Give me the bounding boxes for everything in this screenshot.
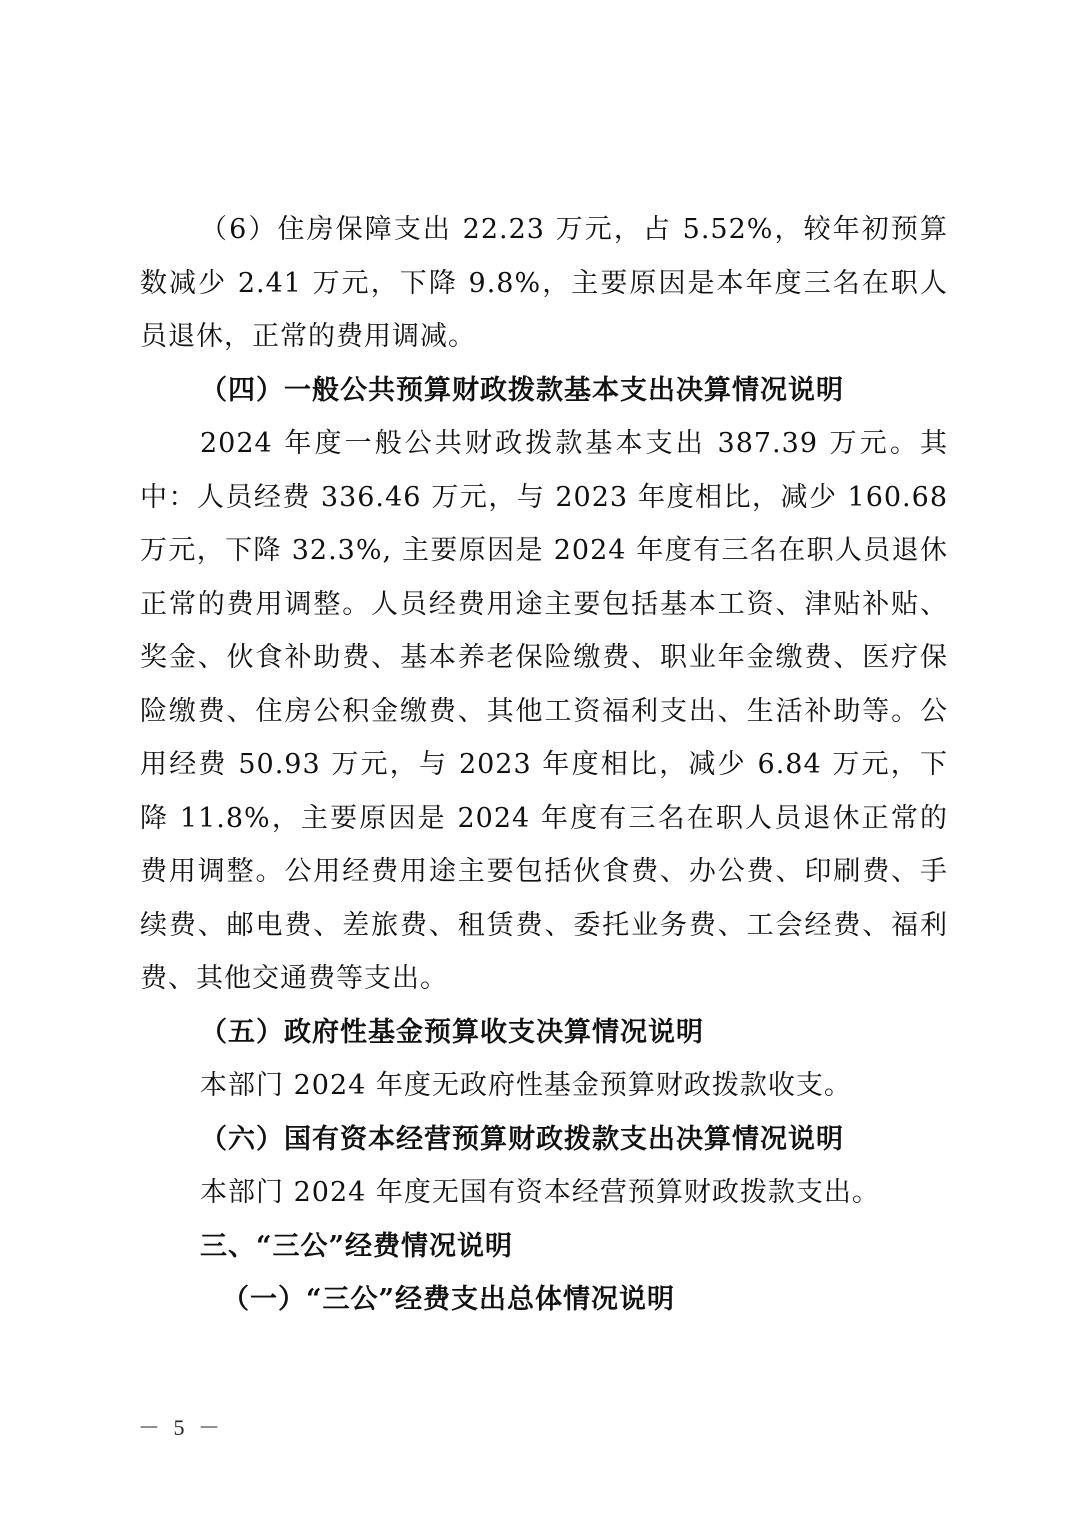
paragraph-housing-expenditure: （6）住房保障支出 22.23 万元，占 5.52%，较年初预算数减少 2.41 万元，下降 9.8%，主要原因是本年度三名在职人员退休，正常的费用调减。 [140,214,948,352]
paragraph-basic-expenditure: 2024 年度一般公共财政拨款基本支出 387.39 万元。其中：人员经费 336.46 万元，与 2023 年度相比，减少 160.68 万元，下降 32.3%, 主要原因是 2024 年度有三名在职人员退休正常的费用调整。人员经费用途主要包括基本工资、津贴补贴、奖金、伙食补助费、基本养老保险缴费、职业年金缴费、医疗保险缴费、住房公积金缴费、其他工资福利支出、生活补助等。公用经费 50.93 万元，与 2023 年度相比，减少 6.84 万元，下降 11.8%，主要原因是 2024 年度有三名在职人员退休正常的费用调整。公用经费用途主要包括伙食费、办公费、印刷费、手续费、邮电费、差旅费、租赁费、委托业务费、工会经费、福利费、其他交通费等支出。 [140,428,948,994]
paragraph-state-capital: 本部门 2024 年度无国有资本经营预算财政拨款支出。 [200,1177,880,1208]
heading-state-capital: （六）国有资本经营预算财政拨款支出决算情况说明 [200,1123,844,1155]
heading-basic-expenditure: （四）一般公共预算财政拨款基本支出决算情况说明 [200,374,844,406]
document-body [140,203,948,1327]
heading-three-public-expenses: 三、“三公”经费情况说明 [200,1230,514,1262]
page-number: － 5 － [138,1415,225,1440]
heading-three-public-overall: （一）“三公”经费支出总体情况说明 [222,1284,676,1315]
heading-government-fund: （五）政府性基金预算收支决算情况说明 [200,1016,704,1048]
paragraph-government-fund: 本部门 2024 年度无政府性基金预算财政拨款收支。 [200,1070,852,1101]
